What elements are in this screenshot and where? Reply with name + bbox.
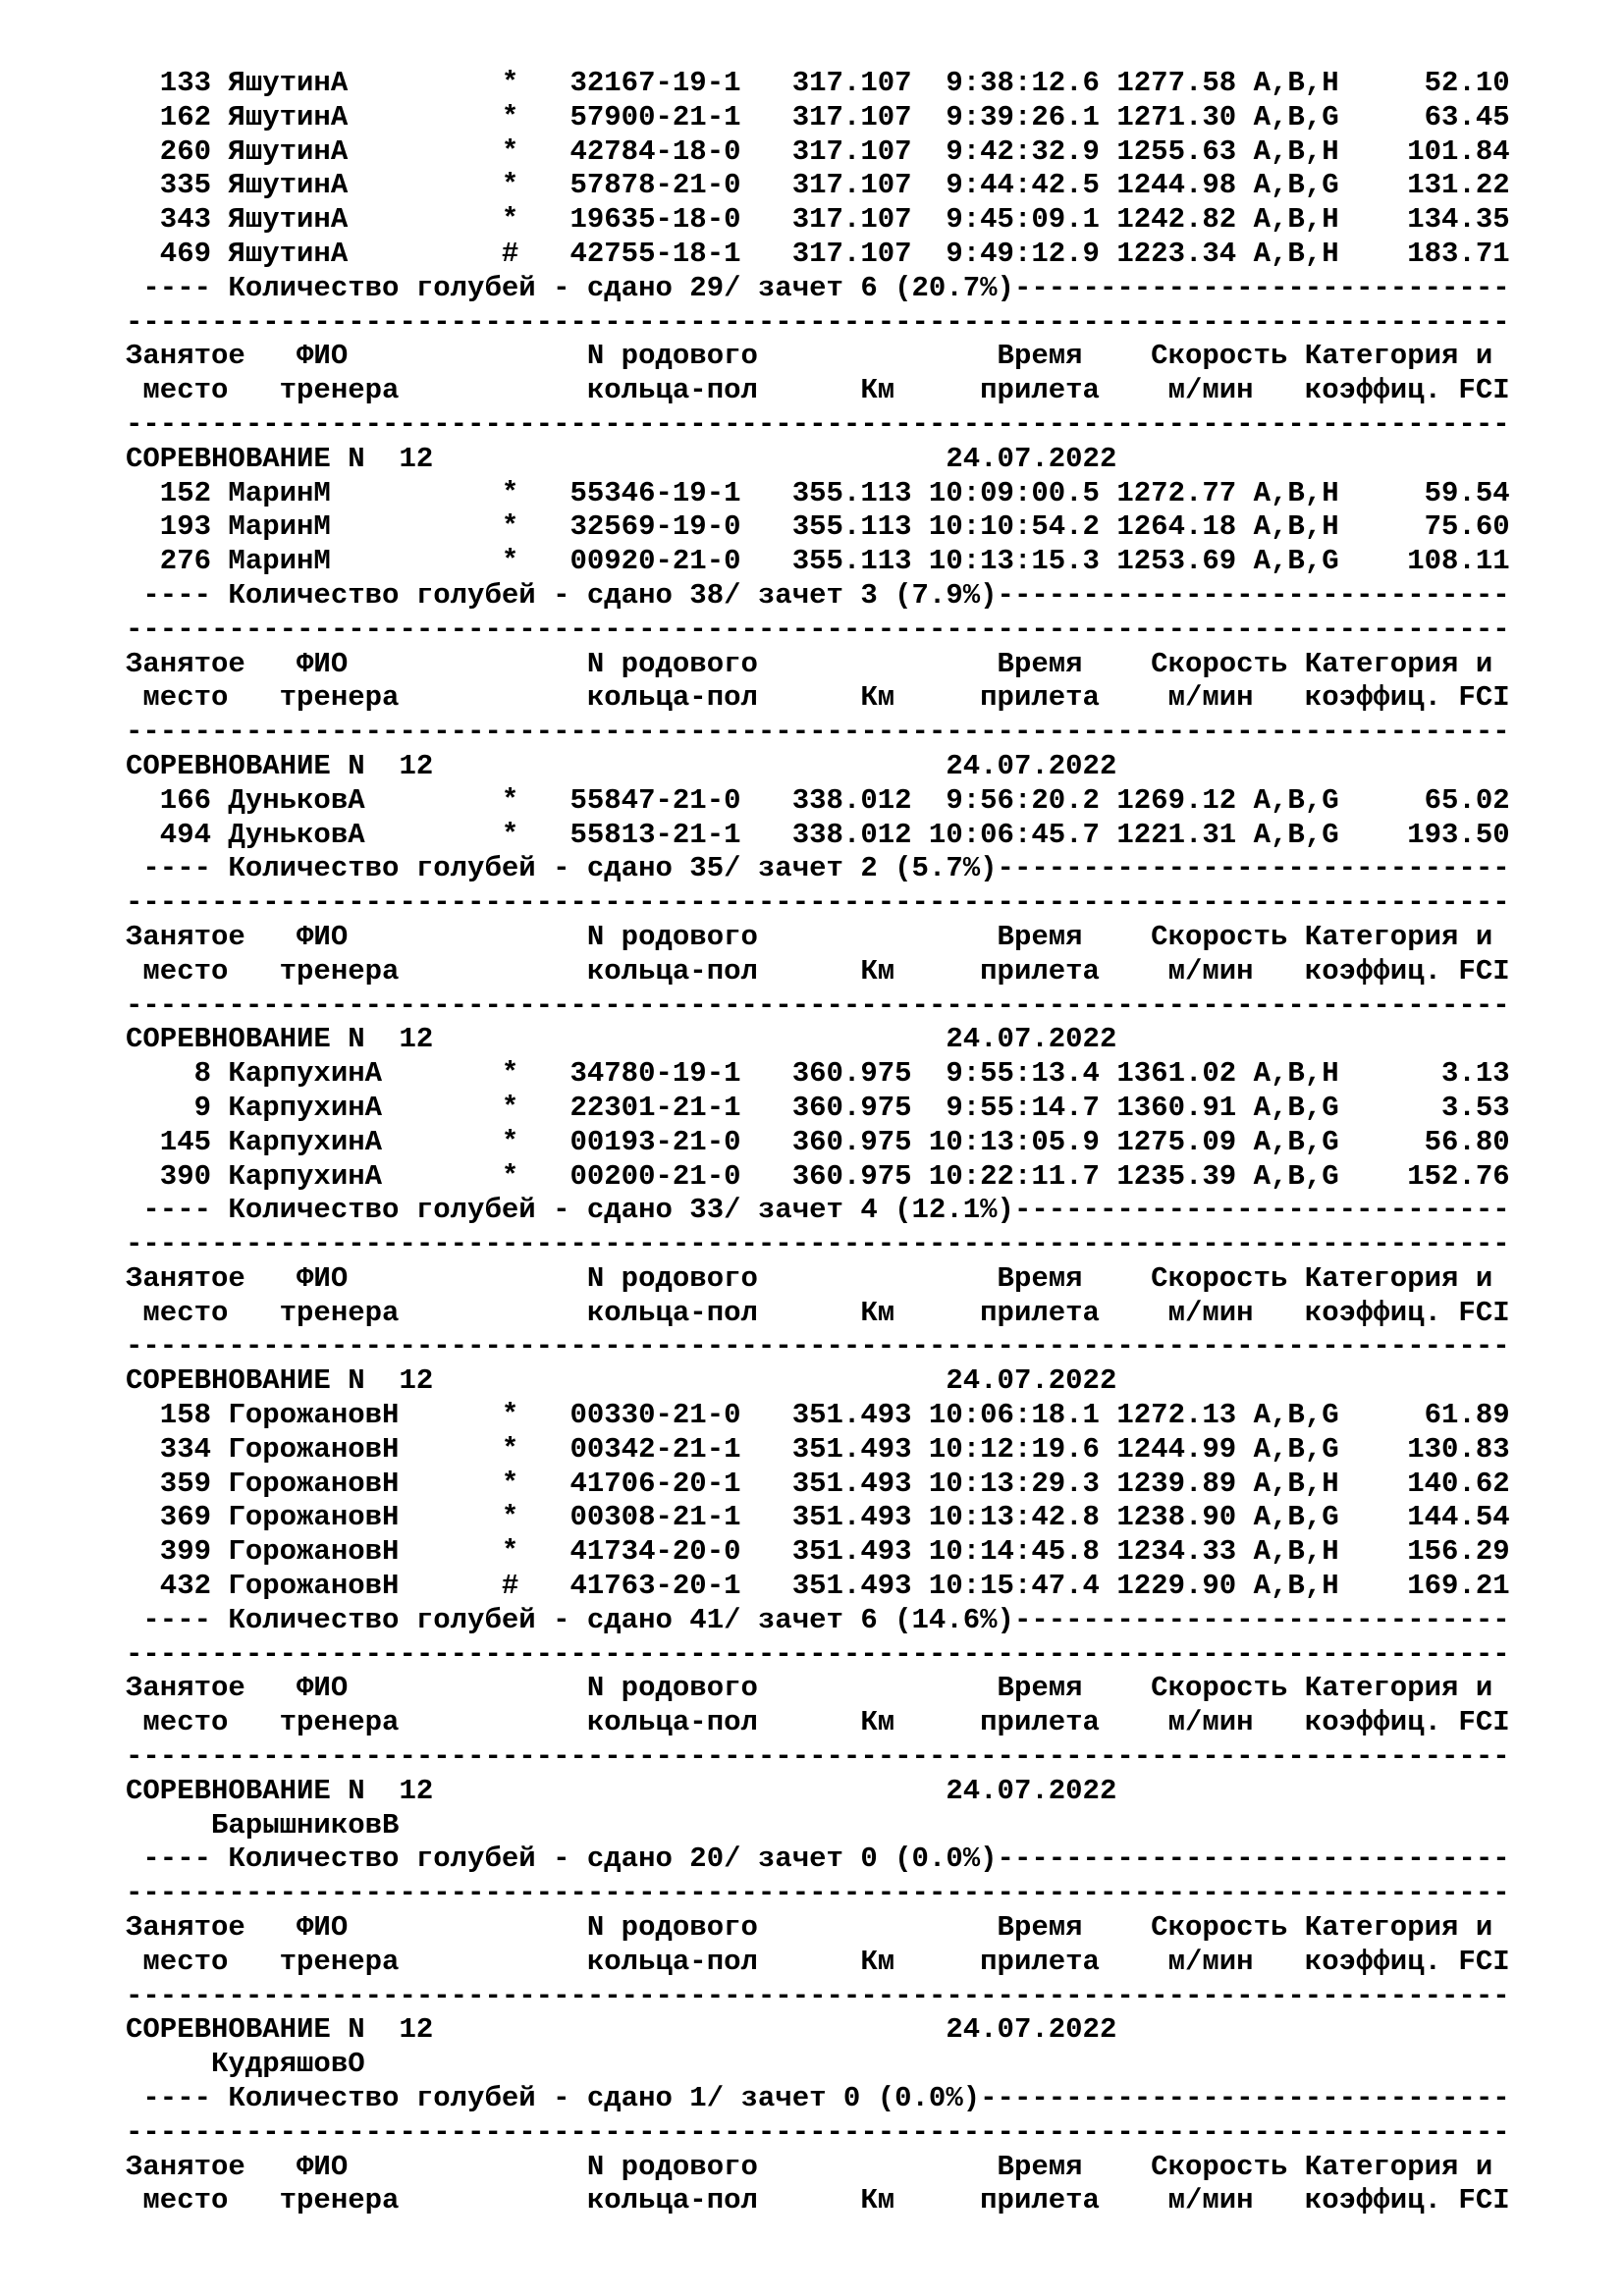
report-line: СОРЕВНОВАНИЕ N 12 24.07.2022 xyxy=(126,1364,1117,1398)
report-line: Занятое ФИО N родового Время Скорость Категория и xyxy=(126,1261,1493,1295)
report-line: --------------------------------------------------------------------------------- xyxy=(126,1637,1510,1671)
report-line: --------------------------------------------------------------------------------- xyxy=(126,716,1510,749)
report-line: ---- Количество голубей - сдано 33/ зачет 4 (12.1%)----------------------------- xyxy=(126,1194,1510,1227)
report-line: --------------------------------------------------------------------------------- xyxy=(126,613,1510,646)
report-line: ---- Количество голубей - сдано 35/ зачет 2 (5.7%)------------------------------ xyxy=(126,852,1510,885)
report-line: СОРЕВНОВАНИЕ N 12 24.07.2022 xyxy=(126,749,1117,782)
report-line: --------------------------------------------------------------------------------- xyxy=(126,1228,1510,1261)
report-line: БарышниковВ xyxy=(126,1808,400,1842)
report-line: место тренера кольца-пол Км прилета м/мин коэффиц. FCI xyxy=(126,2184,1510,2217)
report-line: 343 ЯшутинА * 19635-18-0 317.107 9:45:09.1 1242.82 A,B,H 134.35 xyxy=(126,203,1510,237)
report-line: 8 КарпухинА * 34780-19-1 360.975 9:55:13.4 1361.02 A,B,H 3.13 xyxy=(126,1057,1510,1091)
report-line: 399 ГорожановН * 41734-20-0 351.493 10:14:45.8 1234.33 A,B,H 156.29 xyxy=(126,1535,1510,1569)
report-line: 390 КарпухинА * 00200-21-0 360.975 10:22:11.7 1235.39 A,B,G 152.76 xyxy=(126,1159,1510,1193)
report-line: --------------------------------------------------------------------------------- xyxy=(126,2115,1510,2149)
report-line: 335 ЯшутинА * 57878-21-0 317.107 9:44:42.5 1244.98 A,B,G 131.22 xyxy=(126,169,1510,202)
report-line: 133 ЯшутинА * 32167-19-1 317.107 9:38:12.6 1277.58 A,B,H 52.10 xyxy=(126,67,1510,99)
report-line: 166 ДуньковА * 55847-21-0 338.012 9:56:20.2 1269.12 A,B,G 65.02 xyxy=(126,783,1510,817)
report-line: 359 ГорожановН * 41706-20-1 351.493 10:13:29.3 1239.89 A,B,H 140.62 xyxy=(126,1467,1510,1500)
report-line: ---- Количество голубей - сдано 29/ зачет 6 (20.7%)----------------------------- xyxy=(126,271,1510,304)
report-line: место тренера кольца-пол Км прилета м/мин коэффиц. FCI xyxy=(126,1296,1510,1329)
report-line: --------------------------------------------------------------------------------- xyxy=(126,1979,1510,2012)
report-line: СОРЕВНОВАНИЕ N 12 24.07.2022 xyxy=(126,442,1117,475)
report-line: --------------------------------------------------------------------------------- xyxy=(126,1877,1510,1910)
report-line: --------------------------------------------------------------------------------- xyxy=(126,886,1510,920)
report-line: ---- Количество голубей - сдано 38/ зачет 3 (7.9%)------------------------------ xyxy=(126,578,1510,612)
report-line: место тренера кольца-пол Км прилета м/мин коэффиц. FCI xyxy=(126,374,1510,407)
report-line: КудряшовО xyxy=(126,2048,365,2081)
report-line: место тренера кольца-пол Км прилета м/мин коэффиц. FCI xyxy=(126,954,1510,988)
report-line: ---- Количество голубей - сдано 1/ зачет 0 (0.0%)------------------------------- xyxy=(126,2082,1510,2115)
report-line: 152 МаринМ * 55346-19-1 355.113 10:09:00.5 1272.77 A,B,H 59.54 xyxy=(126,476,1510,509)
report-line: 494 ДуньковА * 55813-21-1 338.012 10:06:45.7 1221.31 A,B,G 193.50 xyxy=(126,818,1510,851)
report-line: СОРЕВНОВАНИЕ N 12 24.07.2022 xyxy=(126,1774,1117,1807)
report-line: место тренера кольца-пол Км прилета м/мин коэффиц. FCI xyxy=(126,1945,1510,1978)
report-line: место тренера кольца-пол Км прилета м/мин коэффиц. FCI xyxy=(126,1706,1510,1739)
report-line: 469 ЯшутинА # 42755-18-1 317.107 9:49:12.9 1223.34 A,B,H 183.71 xyxy=(126,237,1510,270)
report-line: 334 ГорожановН * 00342-21-1 351.493 10:12:19.6 1244.99 A,B,G 130.83 xyxy=(126,1432,1510,1466)
report-line: Занятое ФИО N родового Время Скорость Категория и xyxy=(126,1911,1493,1945)
report-line: место тренера кольца-пол Км прилета м/мин коэффиц. FCI xyxy=(126,681,1510,715)
report-line: ---- Количество голубей - сдано 20/ зачет 0 (0.0%)------------------------------ xyxy=(126,1842,1510,1876)
report-line: Занятое ФИО N родового Время Скорость Категория и xyxy=(126,920,1493,953)
report-line: Занятое ФИО N родового Время Скорость Категория и xyxy=(126,1672,1493,1705)
report-line: --------------------------------------------------------------------------------- xyxy=(126,1330,1510,1363)
report-line: 9 КарпухинА * 22301-21-1 360.975 9:55:14.7 1360.91 A,B,G 3.53 xyxy=(126,1091,1510,1124)
report-line: 145 КарпухинА * 00193-21-0 360.975 10:13:05.9 1275.09 A,B,G 56.80 xyxy=(126,1125,1510,1158)
report-line: --------------------------------------------------------------------------------- xyxy=(126,305,1510,339)
report-line: 276 МаринМ * 00920-21-0 355.113 10:13:15.3 1253.69 A,B,G 108.11 xyxy=(126,545,1510,578)
report-line: --------------------------------------------------------------------------------- xyxy=(126,1740,1510,1774)
report-line: ---- Количество голубей - сдано 41/ зачет 6 (14.6%)----------------------------- xyxy=(126,1603,1510,1636)
report-line: СОРЕВНОВАНИЕ N 12 24.07.2022 xyxy=(126,2013,1117,2047)
report-line: --------------------------------------------------------------------------------- xyxy=(126,988,1510,1022)
report-line: 193 МаринМ * 32569-19-0 355.113 10:10:54.2 1264.18 A,B,H 75.60 xyxy=(126,510,1510,544)
report-line: 260 ЯшутинА * 42784-18-0 317.107 9:42:32.9 1255.63 A,B,H 101.84 xyxy=(126,134,1510,168)
report-line: 369 ГорожановН * 00308-21-1 351.493 10:13:42.8 1238.90 A,B,G 144.54 xyxy=(126,1501,1510,1534)
report-line: --------------------------------------------------------------------------------- xyxy=(126,407,1510,441)
report-line: Занятое ФИО N родового Время Скорость Категория и xyxy=(126,2150,1493,2183)
report-line: Занятое ФИО N родового Время Скорость Категория и xyxy=(126,647,1493,680)
report-line: Занятое ФИО N родового Время Скорость Категория и xyxy=(126,340,1493,373)
report-line: 158 ГорожановН * 00330-21-0 351.493 10:06:18.1 1272.13 A,B,G 61.89 xyxy=(126,1399,1510,1432)
report-line: 432 ГорожановН # 41763-20-1 351.493 10:15:47.4 1229.90 A,B,H 169.21 xyxy=(126,1570,1510,1603)
report-line: СОРЕВНОВАНИЕ N 12 24.07.2022 xyxy=(126,1023,1117,1056)
report-line: 162 ЯшутинА * 57900-21-1 317.107 9:39:26.1 1271.30 A,B,G 63.45 xyxy=(126,100,1510,133)
